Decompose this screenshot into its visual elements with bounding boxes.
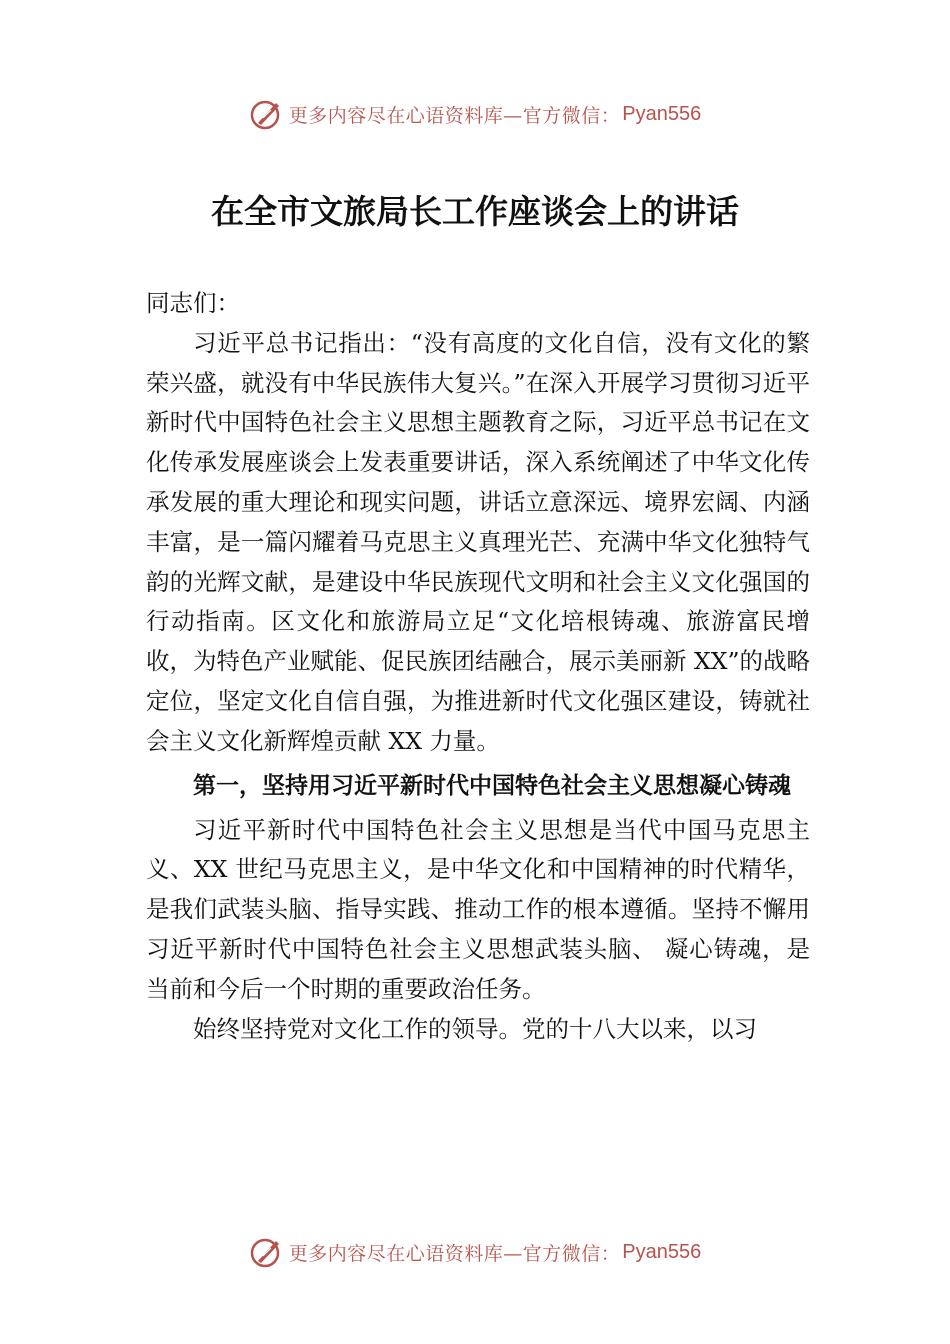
banner-wechat-id: Pyan556 bbox=[622, 1240, 702, 1263]
body-paragraph: 习近平总书记指出：“没有高度的文化自信，没有文化的繁荣兴盛，就没有中华民族伟大复兴。”在深入开展学习贯彻习近平新时代中国特色社会主义思想主题教育之际，习近平总书记在文化传承发展座谈会上发表重要讲话，深入系统阐述了中华文化传承发展的重大理论和现实问题，讲话立意深远、境界宏阔、内涵丰富，是一篇闪耀着马克思主义真理光芒、充满中华文化独特气韵的光辉文献，是建设中华民族现代文明和社会主义文化强国的行动指南。区文化和旅游局立足“文化培根铸魂、旅游富民增收，为特色产业赋能、促民族团结融合，展示美丽新 XX”的战略定位，坚定文化自信自强，为推进新时代文化强区建设，铸就社会主义文化新辉煌贡献 XX 力量。 bbox=[146, 328, 810, 755]
quill-logo-icon bbox=[249, 96, 285, 132]
salutation: 同志们： bbox=[146, 289, 240, 317]
footer-banner bbox=[0, 1232, 950, 1272]
banner-wechat-id: Pyan556 bbox=[622, 102, 702, 125]
quill-logo-icon bbox=[249, 1234, 285, 1270]
document-title: 在全市文旅局长工作座谈会上的讲话 bbox=[211, 192, 739, 231]
banner-promo-text: 更多内容尽在心语资料库—官方微信： bbox=[288, 104, 621, 127]
body-paragraph: 习近平新时代中国特色社会主义思想是当代中国马克思主义、XX 世纪马克思主义，是中华文化和中国精神的时代精华，是我们武装头脑、指导实践、推动工作的根本遵循。坚持不懈用习近平新时代中国特色社会主义思想武装头脑、 凝心铸魂，是当前和今后一个时期的重要政治任务。 bbox=[146, 815, 810, 1003]
section-heading: 第一，坚持用习近平新时代中国特色社会主义思想凝心铸魂 bbox=[193, 772, 791, 799]
body-paragraph: 始终坚持党对文化工作的领导。党的十八大以来，以习 bbox=[193, 1014, 757, 1043]
banner-promo-text: 更多内容尽在心语资料库—官方微信： bbox=[288, 1242, 621, 1265]
document-body bbox=[146, 284, 810, 1049]
header-banner bbox=[0, 94, 950, 134]
